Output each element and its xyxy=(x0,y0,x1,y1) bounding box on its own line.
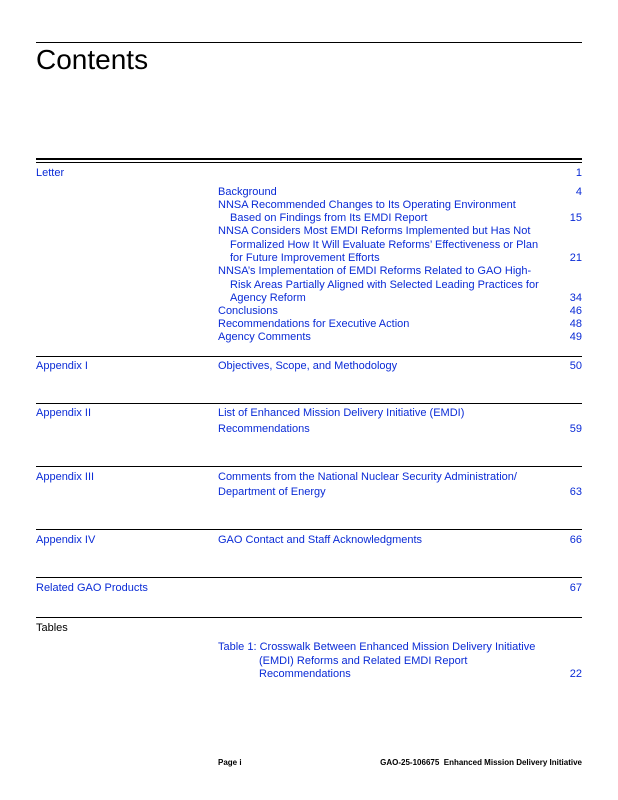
toc-entry-reforms-implemented[interactable]: NNSA Considers Most EMDI Reforms Implemented but Has Not xyxy=(218,225,531,237)
toc-entry-page[interactable]: 4 xyxy=(575,186,582,198)
toc-entry-operating-environment[interactable]: NNSA Recommended Changes to Its Operating Environment xyxy=(218,199,516,211)
page-title: Contents xyxy=(36,44,149,75)
section-rule xyxy=(36,617,582,618)
toc-appendix-iii-link[interactable]: Appendix III xyxy=(36,471,95,483)
toc-table-1-page[interactable]: 22 xyxy=(569,668,582,680)
toc-appendix-ii-title[interactable]: List of Enhanced Mission Delivery Initiative (EMDI) xyxy=(218,407,465,419)
footer-report-id: GAO-25-106675 Enhanced Mission Delivery Initiative xyxy=(380,758,582,767)
toc-entry-conclusions[interactable]: Conclusions xyxy=(218,305,278,317)
section-rule xyxy=(36,466,582,467)
toc-appendix-i-title[interactable]: Objectives, Scope, and Methodology xyxy=(218,360,398,372)
section-rule xyxy=(36,403,582,404)
double-rule-bottom xyxy=(36,162,582,163)
toc-entry-reforms-implemented-cont[interactable]: Formalized How It Will Evaluate Reforms’ Effectiveness or Plan xyxy=(230,239,539,251)
toc-appendix-i-link[interactable]: Appendix I xyxy=(36,360,88,372)
toc-appendix-iii-title[interactable]: Comments from the National Nuclear Security Administration/ xyxy=(218,471,517,483)
section-rule xyxy=(36,529,582,530)
toc-appendix-iv-link[interactable]: Appendix IV xyxy=(36,534,96,546)
toc-entry-high-risk-cont[interactable]: Risk Areas Partially Aligned with Selected Leading Practices for xyxy=(230,279,539,291)
toc-entry-page[interactable]: 48 xyxy=(569,318,582,330)
toc-entry-reforms-implemented-cont[interactable]: for Future Improvement Efforts xyxy=(230,252,380,264)
toc-entry-page[interactable]: 34 xyxy=(569,292,582,304)
toc-entry-high-risk-cont[interactable]: Agency Reform xyxy=(230,292,306,304)
toc-appendix-ii-title-cont[interactable]: Recommendations xyxy=(218,423,310,435)
toc-entry-recommendations[interactable]: Recommendations for Executive Action xyxy=(218,318,410,330)
toc-table-1[interactable]: Table 1: Crosswalk Between Enhanced Mission Delivery Initiative xyxy=(218,641,536,653)
section-rule xyxy=(36,577,582,578)
section-rule xyxy=(36,356,582,357)
toc-appendix-iii-page[interactable]: 63 xyxy=(569,486,582,498)
toc-entry-operating-environment-cont[interactable]: Based on Findings from Its EMDI Report xyxy=(230,212,428,224)
toc-entry-page[interactable]: 15 xyxy=(569,212,582,224)
toc-table-1-cont[interactable]: (EMDI) Reforms and Related EMDI Report xyxy=(259,655,468,667)
toc-letter-link[interactable]: Letter xyxy=(36,167,65,179)
toc-entry-page[interactable]: 21 xyxy=(569,252,582,264)
toc-related-products-page[interactable]: 67 xyxy=(569,582,582,594)
toc-appendix-iv-page[interactable]: 66 xyxy=(569,534,582,546)
toc-entry-background[interactable]: Background xyxy=(218,186,277,198)
toc-appendix-iii-title-cont[interactable]: Department of Energy xyxy=(218,486,326,498)
toc-related-products-link[interactable]: Related GAO Products xyxy=(36,582,148,594)
toc-appendix-ii-link[interactable]: Appendix II xyxy=(36,407,92,419)
toc-letter-page[interactable]: 1 xyxy=(575,167,582,179)
toc-appendix-iv-title[interactable]: GAO Contact and Staff Acknowledgments xyxy=(218,534,423,546)
toc-entry-page[interactable]: 46 xyxy=(569,305,582,317)
toc-entry-high-risk[interactable]: NNSA’s Implementation of EMDI Reforms Related to GAO High- xyxy=(218,265,532,277)
toc-entry-page[interactable]: 49 xyxy=(569,331,582,343)
double-rule-top xyxy=(36,158,582,160)
tables-heading: Tables xyxy=(36,622,68,634)
toc-table-1-cont[interactable]: Recommendations xyxy=(259,668,351,680)
top-rule xyxy=(36,42,582,43)
toc-appendix-ii-page[interactable]: 59 xyxy=(569,423,582,435)
footer-page-label: Page i xyxy=(218,758,242,767)
toc-appendix-i-page[interactable]: 50 xyxy=(569,360,582,372)
toc-entry-agency-comments[interactable]: Agency Comments xyxy=(218,331,311,343)
